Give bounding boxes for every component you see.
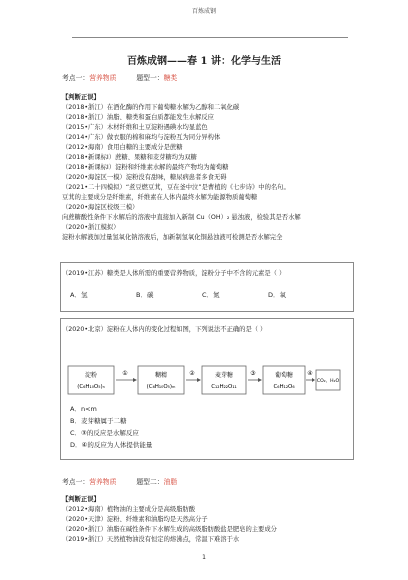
statement-line: （2018•新课标Ⅰ）蔗糖、果糖和麦芽糖均为双糖: [62, 154, 197, 161]
page-number: 1: [202, 554, 206, 561]
statement-line: （2020•海淀区一模）淀粉没有甜味，糖尿病患者多食无碍: [62, 174, 227, 181]
topic-name: 营养物质: [89, 478, 117, 486]
header-rule: [72, 37, 348, 38]
flow-step-label: ①: [122, 370, 128, 377]
flow-step-label: ②: [189, 370, 195, 377]
subtopic-prefix: 题型一：: [136, 74, 164, 82]
flow-node-name: 麦芽糖: [214, 372, 234, 379]
flow-node-formula: C₆H₁₂O₆: [273, 384, 295, 390]
question1-option[interactable]: A．氢: [70, 291, 88, 299]
flow-arrowhead: [312, 378, 315, 382]
running-header: 百炼成钢: [191, 8, 216, 15]
question1-option[interactable]: D．氧: [268, 291, 287, 299]
question1-stem: （2019•江苏）糖类是人体所需的重要营养物质，淀粉分子中不含的元素是（ ）: [62, 270, 286, 277]
subtopic-prefix: 题型二：: [136, 478, 164, 486]
flow-arrowhead: [133, 378, 137, 382]
statement-line: （2018•浙江）油脂、糖类和蛋白质都能发生水解反应: [62, 114, 214, 121]
section2-topic: [62, 478, 177, 486]
topic-prefix: 考点一：: [62, 74, 90, 82]
statement-line: 向蔗糖酸性条件下水解后的溶液中直接加入新制 Cu（OH）₂ 悬浊液，检验其是否水解: [62, 214, 301, 221]
flow-node-name: 葡萄糖: [274, 372, 294, 379]
question2-option[interactable]: D．④的反应为人体提供能量: [70, 441, 153, 449]
section1-heading: 【判断正误】: [62, 94, 100, 101]
statement-line: （2018•浙江）在酒化酶的作用下葡萄糖水解为乙醇和二氧化碳: [62, 104, 240, 111]
flow-node-formula: C₁₂H₂₂O₁₁: [211, 384, 237, 390]
statement-line: 淀粉水解液加过量氢氧化钠溶液后，加新制氢氧化铜悬浊液可检测是否水解完全: [62, 234, 283, 241]
topic-prefix: 考点一：: [62, 478, 90, 486]
statement-line: （2020•天津）淀粉、纤维素和油脂均是天然高分子: [62, 516, 208, 523]
question2-option[interactable]: B．麦芽糖属于二糖: [70, 417, 127, 425]
statement-line: 豆萁的主要成分是纤维素，纤维素在人体内最终水解为能源物质葡萄糖: [62, 194, 258, 201]
section1-topic: [62, 74, 177, 82]
flow-node-formula: (C₆H₁₀O₅)ₘ: [146, 384, 176, 390]
flow-node-name: 糊精: [154, 372, 168, 379]
flow-node-name: 淀粉: [84, 372, 98, 379]
topic-name: 营养物质: [89, 74, 117, 82]
page-title: 百炼成钢——春 1 讲：化学与生活: [127, 56, 281, 67]
statement-line: （2012•海南）食用白糖的主要成分是蔗糖: [62, 144, 183, 151]
question2-option[interactable]: C．③的反应是水解反应: [70, 429, 139, 437]
flow-arrowhead: [258, 378, 262, 382]
statement-line: （2019•浙江）天然植物油没有恒定的熔沸点，常温下难溶于水: [62, 536, 240, 543]
statement-line: （2020•海淀区校级三模）: [62, 204, 139, 211]
flow-arrowhead: [197, 378, 201, 382]
flow-node-formula: CO₂、H₂O: [316, 379, 340, 384]
flow-step-label: ④: [307, 370, 313, 377]
subtopic-name: 油脂: [163, 478, 178, 486]
statement-line: （2012•海南）植物油的主要成分是高级脂肪酸: [62, 506, 196, 513]
statement-line: （2020•浙江）油脂在碱性条件下水解生成的高级脂肪酸盐是肥皂的主要成分: [62, 526, 277, 533]
flow-step-label: ③: [250, 370, 256, 377]
starch-digestion-flow-diagram: [66, 360, 342, 400]
question1-option[interactable]: B．碳: [136, 291, 154, 299]
statement-line: （2014•广东）做衣服的棉和麻均与淀粉互为同分异构体: [62, 134, 221, 141]
question2-stem: （2020•北京）淀粉在人体内的变化过程如图，下列说法不正确的是（ ）: [62, 326, 267, 333]
question2-option[interactable]: A．n<m: [70, 405, 97, 413]
section2-heading: 【判断正误】: [62, 496, 100, 503]
statement-line: （2021•二十四模拟）“煮豆燃豆萁，豆在釜中泣”是曹植的《七步诗》中的名句。: [62, 184, 290, 191]
statement-line: （2020•浙江模拟）: [62, 224, 120, 231]
statement-line: （2015•广东）木材纤维和土豆淀粉遇碘水均显蓝色: [62, 124, 208, 131]
question1-option[interactable]: C．氮: [202, 291, 220, 299]
subtopic-name: 糖类: [163, 74, 178, 82]
statement-line: （2018•新课标Ⅰ）淀粉和纤维素水解的最终产物均为葡萄糖: [62, 164, 229, 171]
flow-node-formula: (C₆H₁₀O₅)ₙ: [77, 384, 105, 390]
